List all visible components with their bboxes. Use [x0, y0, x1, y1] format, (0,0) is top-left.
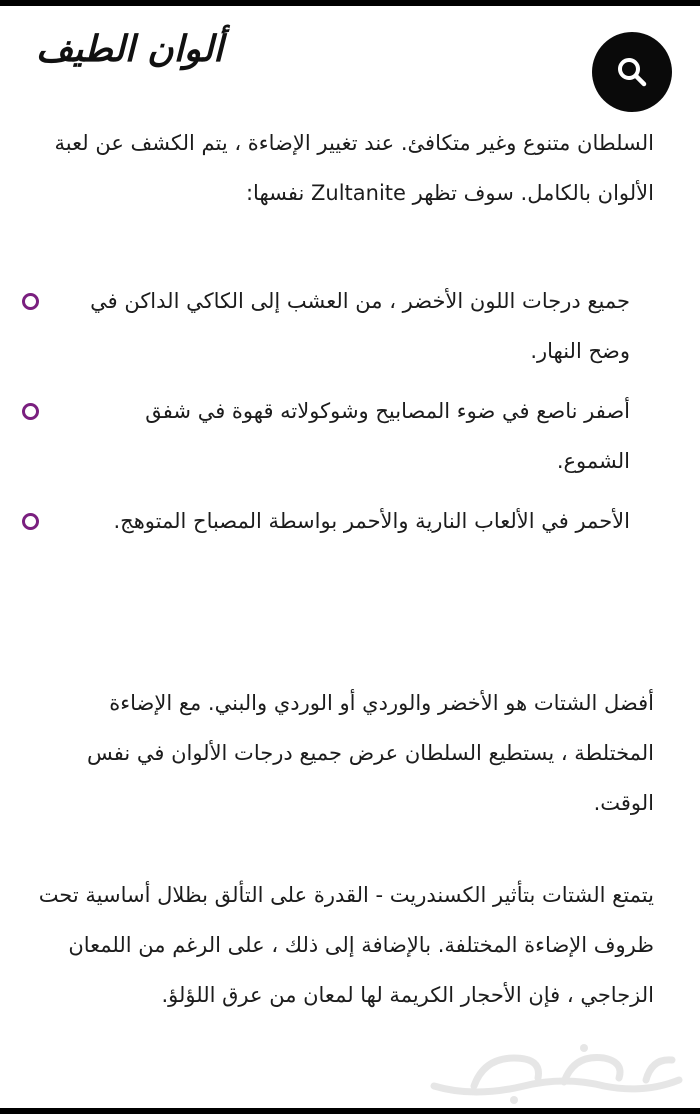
bottom-edge-bar: [0, 1108, 700, 1114]
bullet-circle-icon: [22, 513, 39, 530]
list-item: [20, 386, 630, 486]
color-bullet-list: [20, 276, 630, 556]
list-item-text: جميع درجات اللون الأخضر ، من العشب إلى الكاكي الداكن في وضح النهار.: [90, 289, 630, 363]
list-item-text: أصفر ناصع في ضوء المصابيح وشوكولاته قهوة في شفق الشموع.: [145, 399, 630, 473]
page-title: ألوان الطيف: [36, 29, 224, 70]
search-button[interactable]: [592, 32, 672, 112]
alexandrite-effect-paragraph: يتمتع الشتات بتأثير الكسندريت - القدرة على التألق بظلال أساسية تحت ظروف الإضاءة المختلفة. بالإضافة إلى ذلك ، على الرغم من اللمعان الزجاجي ، فإن الأحجار الكريمة لها لمعان من عرق اللؤلؤ.: [38, 883, 654, 1007]
mixed-light-paragraph: أفضل الشتات هو الأخضر والوردي أو الوردي والبني. مع الإضاءة المختلطة ، يستطيع السلطان عرض جميع درجات الألوان في نفس الوقت.: [86, 691, 654, 815]
list-item-text: الأحمر في الألعاب النارية والأحمر بواسطة المصباح المتوهج.: [113, 509, 630, 533]
haraj-watermark-logo: [414, 1036, 694, 1106]
intro-paragraph: السلطان متنوع وغير متكافئ. عند تغيير الإضاءة ، يتم الكشف عن لعبة الألوان بالكامل. سوف تظهر Zultanite نفسها:: [54, 131, 654, 205]
bullet-circle-icon: [22, 293, 39, 310]
bullet-circle-icon: [22, 403, 39, 420]
list-item: [20, 496, 630, 546]
search-icon: [615, 55, 649, 89]
list-item: [20, 276, 630, 376]
